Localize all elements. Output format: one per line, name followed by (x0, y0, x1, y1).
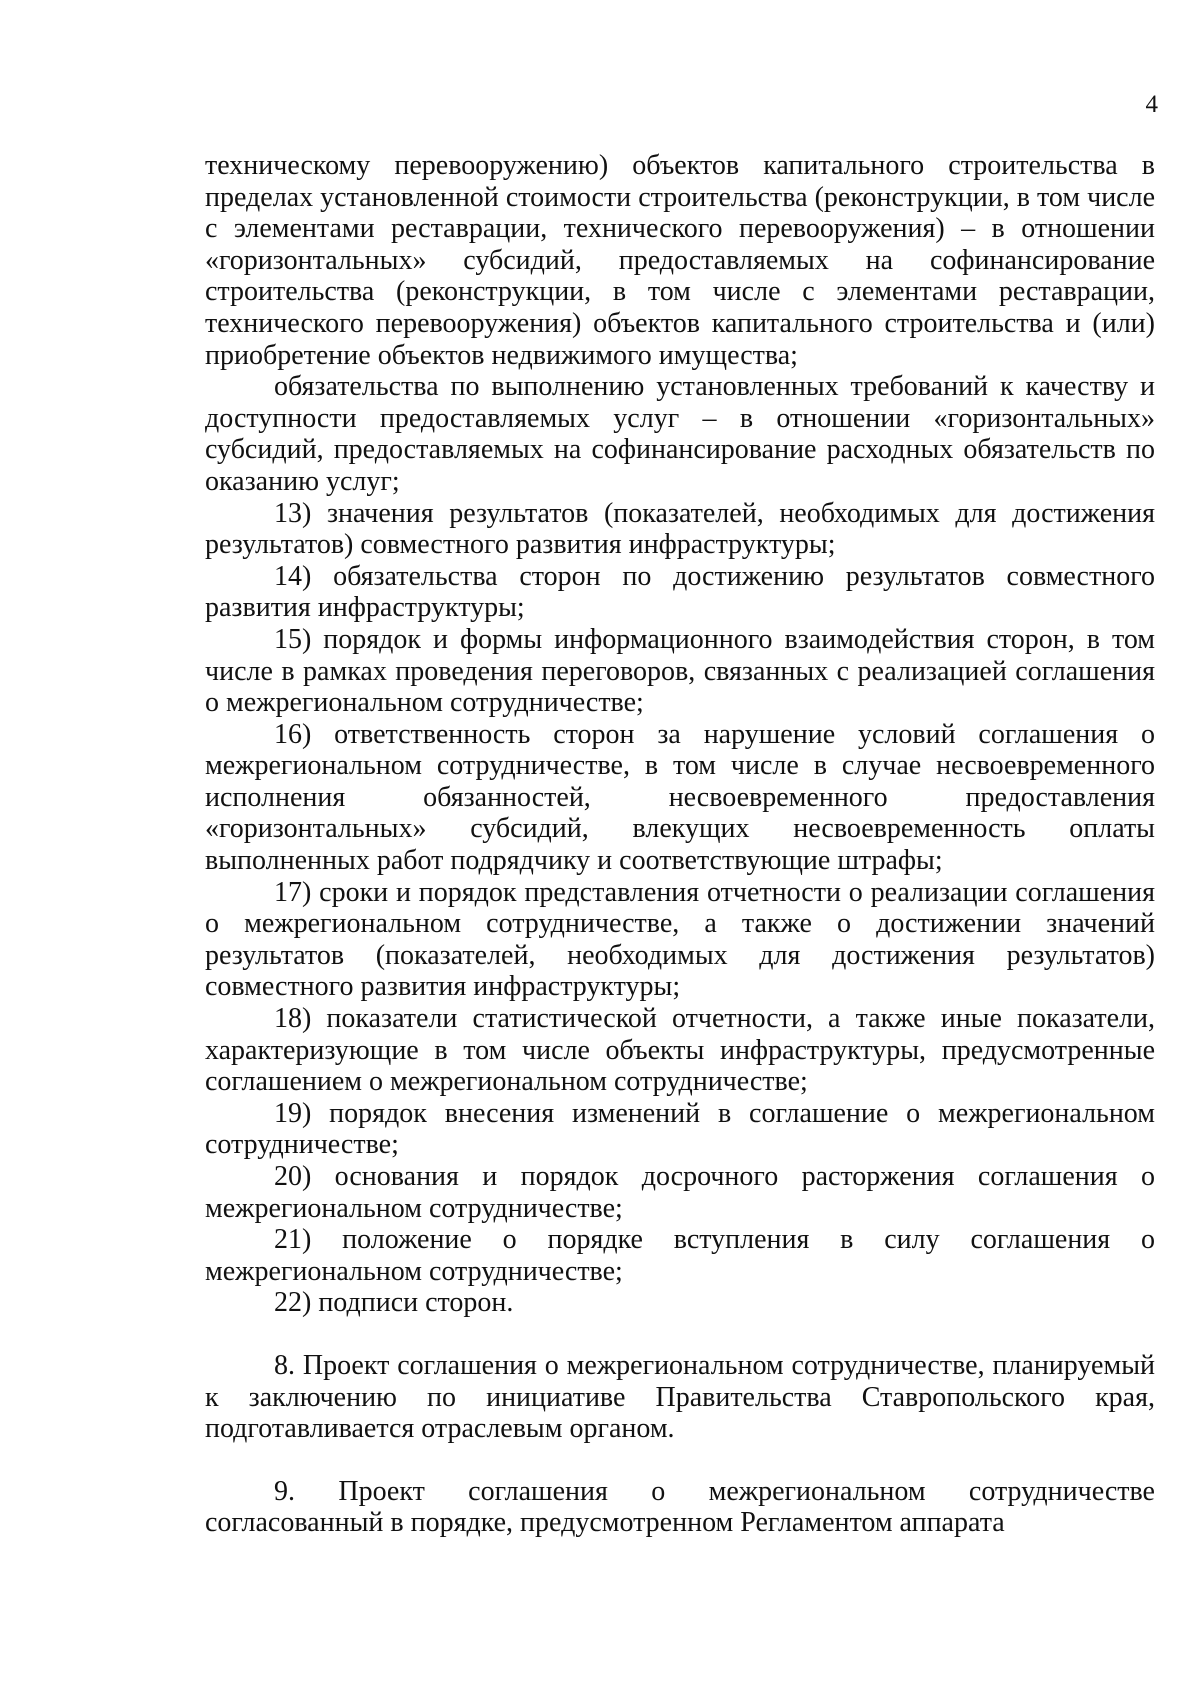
list-item-19: 19) порядок внесения изменений в соглашение о межрегиональном сотрудничестве; (205, 1097, 1155, 1161)
paragraph-spacer (205, 1445, 1155, 1476)
document-body (205, 150, 1155, 1539)
list-item-20: 20) основания и порядок досрочного расторжения соглашения о межрегиональном сотрудничестве; (205, 1161, 1155, 1224)
paragraph-obligations-quality: обязательства по выполнению установленных требований к качеству и доступности предоставляемых услуг – в отношении «горизонтальных» субсидий, предоставляемых на софинансирование расходных обязательств по оказанию услуг; (205, 371, 1155, 497)
page-number: 4 (1145, 91, 1158, 118)
list-item-15: 15) порядок и формы информационного взаимодействия сторон, в том числе в рамках проведения переговоров, связанных с реализацией соглашения о межрегиональном сотрудничестве; (205, 623, 1155, 719)
paragraph-spacer (205, 1319, 1155, 1350)
paragraph-continuation: техническому перевооружению) объектов капитального строительства в пределах установленной стоимости строительства (реконструкции, в том числе с элементами реставрации, технического перевооружения) – в отношении «горизонтальных» субсидий, предоставляемых на софинансирование строительства (реконструкции, в том числе с элементами реставрации, технического перевооружения) объектов капитального строительства и (или) приобретение объектов недвижимого имущества; (205, 150, 1155, 371)
list-item-14: 14) обязательства сторон по достижению результатов совместного развития инфраструктуры; (205, 560, 1155, 624)
list-item-18: 18) показатели статистической отчетности, а также иные показатели, характеризующие в том числе объекты инфраструктуры, предусмотренные соглашением о межрегиональном сотрудничестве; (205, 1003, 1155, 1098)
list-item-21: 21) положение о порядке вступления в силу соглашения о межрегиональном сотрудничестве; (205, 1224, 1155, 1287)
section-8: 8. Проект соглашения о межрегиональном сотрудничестве, планируемый к заключению по инициативе Правительства Ставропольского края, подготавливается отраслевым органом. (205, 1349, 1155, 1445)
list-item-22: 22) подписи сторон. (274, 1287, 514, 1319)
list-item-17: 17) сроки и порядок представления отчетности о реализации соглашения о межрегиональном сотрудничестве, а также о достижении значений результатов (показателей, необходимых для достижения результатов) совместного развития инфраструктуры; (205, 876, 1155, 1003)
section-9: 9. Проект соглашения о межрегиональном сотрудничестве согласованный в порядке, предусмотренном Регламентом аппарата (205, 1475, 1155, 1539)
list-item-16: 16) ответственность сторон за нарушение условий соглашения о межрегиональном сотрудничестве, в том числе в случае несвоевременного исполнения обязанностей, несвоевременного предоставления «горизонтальных» субсидий, влекущих несвоевременность оплаты выполненных работ подрядчику и соответствующие штрафы; (205, 718, 1155, 877)
list-item-13: 13) значения результатов (показателей, необходимых для достижения результатов) совместного развития инфраструктуры; (205, 497, 1155, 561)
